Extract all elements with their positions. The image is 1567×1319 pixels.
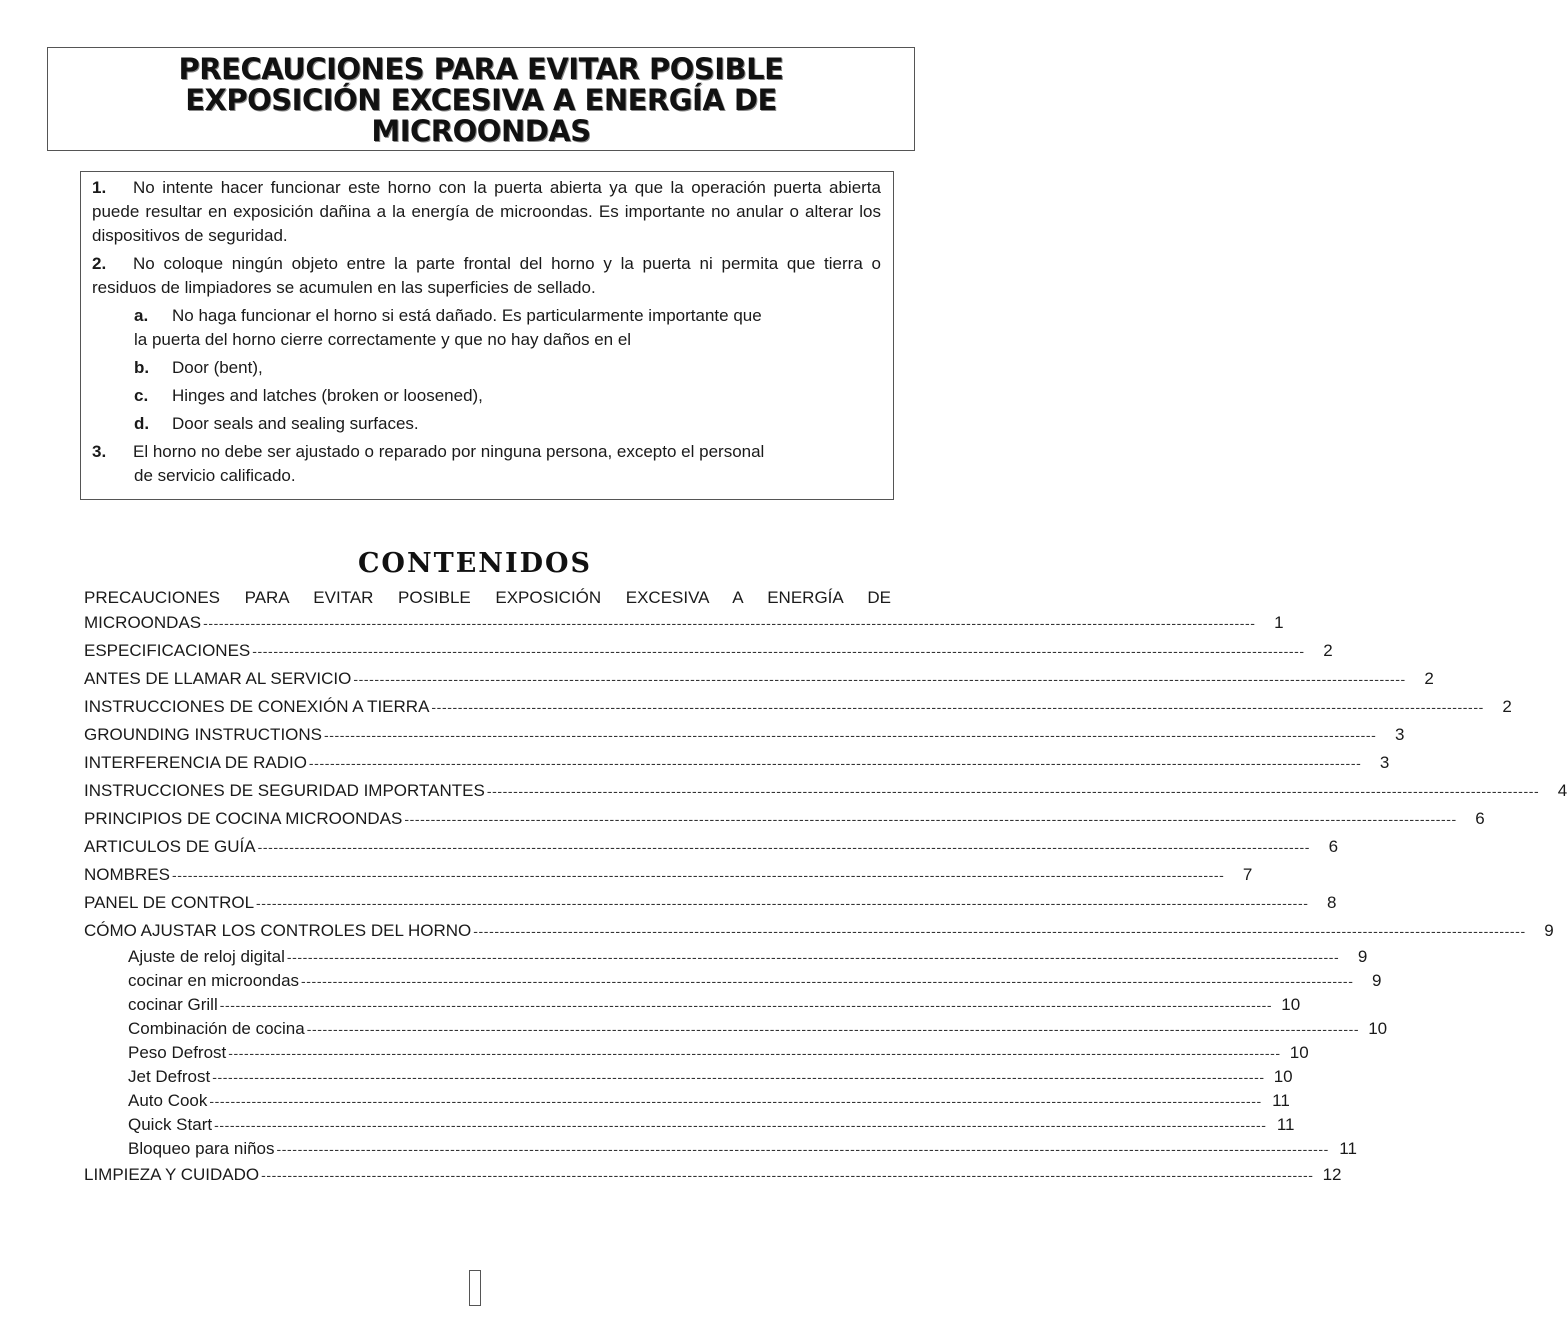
toc-page-number: 2 [1323,641,1333,660]
toc-entry [84,693,1512,721]
toc-entry-label: CÓMO AJUSTAR LOS CONTROLES DEL HORNO [84,921,472,940]
toc-entry-label: NOMBRES [84,865,170,884]
toc-subentry [84,1137,1357,1161]
toc-entry [84,861,1253,889]
toc-entry-label: Ajuste de reloj digital [128,947,285,966]
toc-subentry [84,993,1301,1017]
toc-page-number: 12 [1322,1165,1342,1184]
toc-page-number: 6 [1328,837,1339,856]
subitem-text: la puerta del horno cierre correctamente y que no hay daños en el [134,330,632,349]
subitem-text: Hinges and latches (broken or loosened), [172,386,483,405]
title-line: MICROONDAS [371,113,591,148]
precaution-item-3 [92,440,881,464]
toc-entry-label: cocinar en microondas [128,971,300,990]
toc-entry-label: Auto Cook [128,1091,208,1110]
subitem-letter: a. [134,306,149,325]
subitem-letter: b. [134,358,150,377]
toc-entry-label: GROUNDING INSTRUCTIONS [84,725,322,744]
toc-entry-label: INTERFERENCIA DE RADIO [84,753,307,772]
toc-entry-label: Jet Defrost [128,1067,211,1086]
toc-page-number: 9 [1544,921,1554,940]
toc-entry-label: MICROONDAS [84,613,202,632]
precaution-subitem-d [92,412,881,436]
toc-entry-label: LIMPIEZA Y CUIDADO [84,1165,260,1184]
toc-leader-dashes: -------------------------------------------------------------------------------------------------------------------------------------------------------------------------------------------------------- [257,839,1311,855]
toc-subentry [84,1041,1309,1065]
toc-leader-dashes: -------------------------------------------------------------------------------------------------------------------------------------------------------------------------------------------------------- [228,1045,1281,1061]
item-text: de servicio calificado. [134,466,296,485]
precaution-item-2 [92,252,881,300]
toc-entry-label: Quick Start [128,1115,213,1134]
toc-leader-dashes: -------------------------------------------------------------------------------------------------------------------------------------------------------------------------------------------------------- [308,755,1362,771]
toc-page-number: 4 [1557,781,1567,800]
toc-entry-first-line: PRECAUCIONES PARA EVITAR POSIBLE EXPOSICIÓN EXCESIVA A ENERGÍA DE [84,588,891,607]
toc-leader-dashes: -------------------------------------------------------------------------------------------------------------------------------------------------------------------------------------------------------- [324,727,1377,743]
toc-subentry [84,1089,1290,1113]
toc-page-number: 11 [1339,1139,1357,1158]
toc-page-number: 10 [1273,1067,1293,1086]
toc-page-number: 3 [1394,725,1405,744]
toc-subentry [84,1113,1295,1137]
toc-subentry [84,969,1382,993]
toc-page-number: 11 [1276,1115,1295,1134]
precaution-subitem-a [92,304,881,328]
toc-entry-label: INSTRUCCIONES DE SEGURIDAD IMPORTANTES [84,781,485,800]
toc-leader-dashes: -------------------------------------------------------------------------------------------------------------------------------------------------------------------------------------------------------- [209,1093,1262,1109]
subitem-letter: c. [134,386,149,405]
precautions-box [80,171,894,500]
toc-leader-dashes: -------------------------------------------------------------------------------------------------------------------------------------------------------------------------------------------------------- [301,973,1354,989]
contents-heading: CONTENIDOS [357,548,593,579]
toc-entry [84,833,1339,861]
toc-leader-dashes: -------------------------------------------------------------------------------------------------------------------------------------------------------------------------------------------------------- [212,1069,1265,1085]
toc-entry-label: INSTRUCCIONES DE CONEXIÓN A TIERRA [84,697,430,716]
title-box [47,47,915,151]
item-text: El horno no debe ser ajustado o reparado por ninguna persona, excepto el personal [133,442,765,461]
toc-leader-dashes: -------------------------------------------------------------------------------------------------------------------------------------------------------------------------------------------------------- [353,671,1406,687]
toc-page-number: 2 [1424,669,1434,688]
toc-entry [84,721,1405,749]
precaution-subitem-c [92,384,881,408]
toc-leader-dashes: -------------------------------------------------------------------------------------------------------------------------------------------------------------------------------------------------------- [286,949,1340,965]
toc-page-number: 10 [1368,1019,1388,1038]
toc-entry-label: PANEL DE CONTROL [84,893,255,912]
toc-leader-dashes: -------------------------------------------------------------------------------------------------------------------------------------------------------------------------------------------------------- [256,895,1309,911]
toc-page-number: 10 [1289,1043,1309,1062]
toc-leader-dashes: -------------------------------------------------------------------------------------------------------------------------------------------------------------------------------------------------------- [171,867,1225,883]
toc-subentry [84,945,1368,969]
toc-leader-dashes: -------------------------------------------------------------------------------------------------------------------------------------------------------------------------------------------------------- [276,1141,1329,1157]
item-number: 3. [92,442,107,461]
toc-leader-dashes: -------------------------------------------------------------------------------------------------------------------------------------------------------------------------------------------------------- [252,643,1305,659]
subitem-text: No haga funcionar el horno si está dañado. Es particularmente importante que [172,306,762,325]
toc-subentry [84,1017,1388,1041]
table-of-contents [84,585,1567,1189]
toc-entry-label: PRINCIPIOS DE COCINA MICROONDAS [84,809,403,828]
item-number: 1. [92,178,107,197]
toc-page-number: 9 [1371,971,1382,990]
item-text: No intente hacer funcionar este horno con la puerta abierta ya que la operación puerta abierta puede resultar en exposición dañina a la energía de microondas. Es importante no anular o alterar los dispositivos de seguridad. [92,178,881,245]
toc-entry-label: ESPECIFICACIONES [84,641,251,660]
toc-page-number: 3 [1379,753,1390,772]
toc-entry [84,749,1390,777]
toc-entry [84,917,1554,945]
toc-page-number: 6 [1475,809,1485,828]
subitem-letter: d. [134,414,150,433]
toc-entry-label: Bloqueo para niños [128,1139,275,1158]
toc-entry [84,665,1434,693]
page-number-marker [469,1270,481,1306]
item-text: No coloque ningún objeto entre la parte frontal del horno y la puerta ni permita que tierra o residuos de limpiadores se acumulen en las superficies de sellado. [92,254,881,297]
toc-entry-label: ARTICULOS DE GUÍA [84,837,256,856]
toc-entry [84,805,1485,833]
precaution-subitem-b [92,356,881,380]
toc-leader-dashes: -------------------------------------------------------------------------------------------------------------------------------------------------------------------------------------------------------- [214,1117,1267,1133]
toc-entry-label: ANTES DE LLAMAR AL SERVICIO [84,669,352,688]
toc-entry [84,637,1333,665]
toc-subentry [84,1065,1293,1089]
toc-page-number: 8 [1327,893,1337,912]
toc-leader-dashes: -------------------------------------------------------------------------------------------------------------------------------------------------------------------------------------------------------- [473,923,1526,939]
item-number: 2. [92,254,107,273]
toc-entry [84,777,1567,805]
precaution-subitem-a-continued [92,328,881,352]
precaution-item-3-continued [92,464,881,488]
toc-entry-label: Combinación de cocina [128,1019,305,1038]
toc-leader-dashes: -------------------------------------------------------------------------------------------------------------------------------------------------------------------------------------------------------- [404,811,1457,827]
toc-page-number: 9 [1357,947,1368,966]
toc-page-number: 10 [1281,995,1301,1014]
toc-leader-dashes: -------------------------------------------------------------------------------------------------------------------------------------------------------------------------------------------------------- [261,1167,1314,1183]
title-line: PRECAUCIONES PARA EVITAR POSIBLE [178,51,784,86]
toc-page-number: 11 [1272,1091,1290,1110]
subitem-text: Door seals and sealing surfaces. [172,414,419,433]
toc-entry [84,609,1284,637]
toc-leader-dashes: -------------------------------------------------------------------------------------------------------------------------------------------------------------------------------------------------------- [486,783,1540,799]
title-line: EXPOSICIÓN EXCESIVA A ENERGÍA DE [185,82,777,117]
toc-leader-dashes: -------------------------------------------------------------------------------------------------------------------------------------------------------------------------------------------------------- [219,997,1273,1013]
toc-entry-label: Peso Defrost [128,1043,227,1062]
subitem-text: Door (bent), [172,358,263,377]
toc-leader-dashes: -------------------------------------------------------------------------------------------------------------------------------------------------------------------------------------------------------- [306,1021,1360,1037]
toc-page-number: 1 [1274,613,1284,632]
precaution-item-1 [92,176,881,248]
toc-entry-label: cocinar Grill [128,995,218,1014]
toc-entry [84,889,1337,917]
toc-page-number: 2 [1502,697,1512,716]
toc-leader-dashes: -------------------------------------------------------------------------------------------------------------------------------------------------------------------------------------------------------- [431,699,1484,715]
toc-page-number: 7 [1242,865,1253,884]
toc-entry [84,1161,1342,1189]
toc-leader-dashes: -------------------------------------------------------------------------------------------------------------------------------------------------------------------------------------------------------- [203,615,1256,631]
page-title [178,51,784,148]
